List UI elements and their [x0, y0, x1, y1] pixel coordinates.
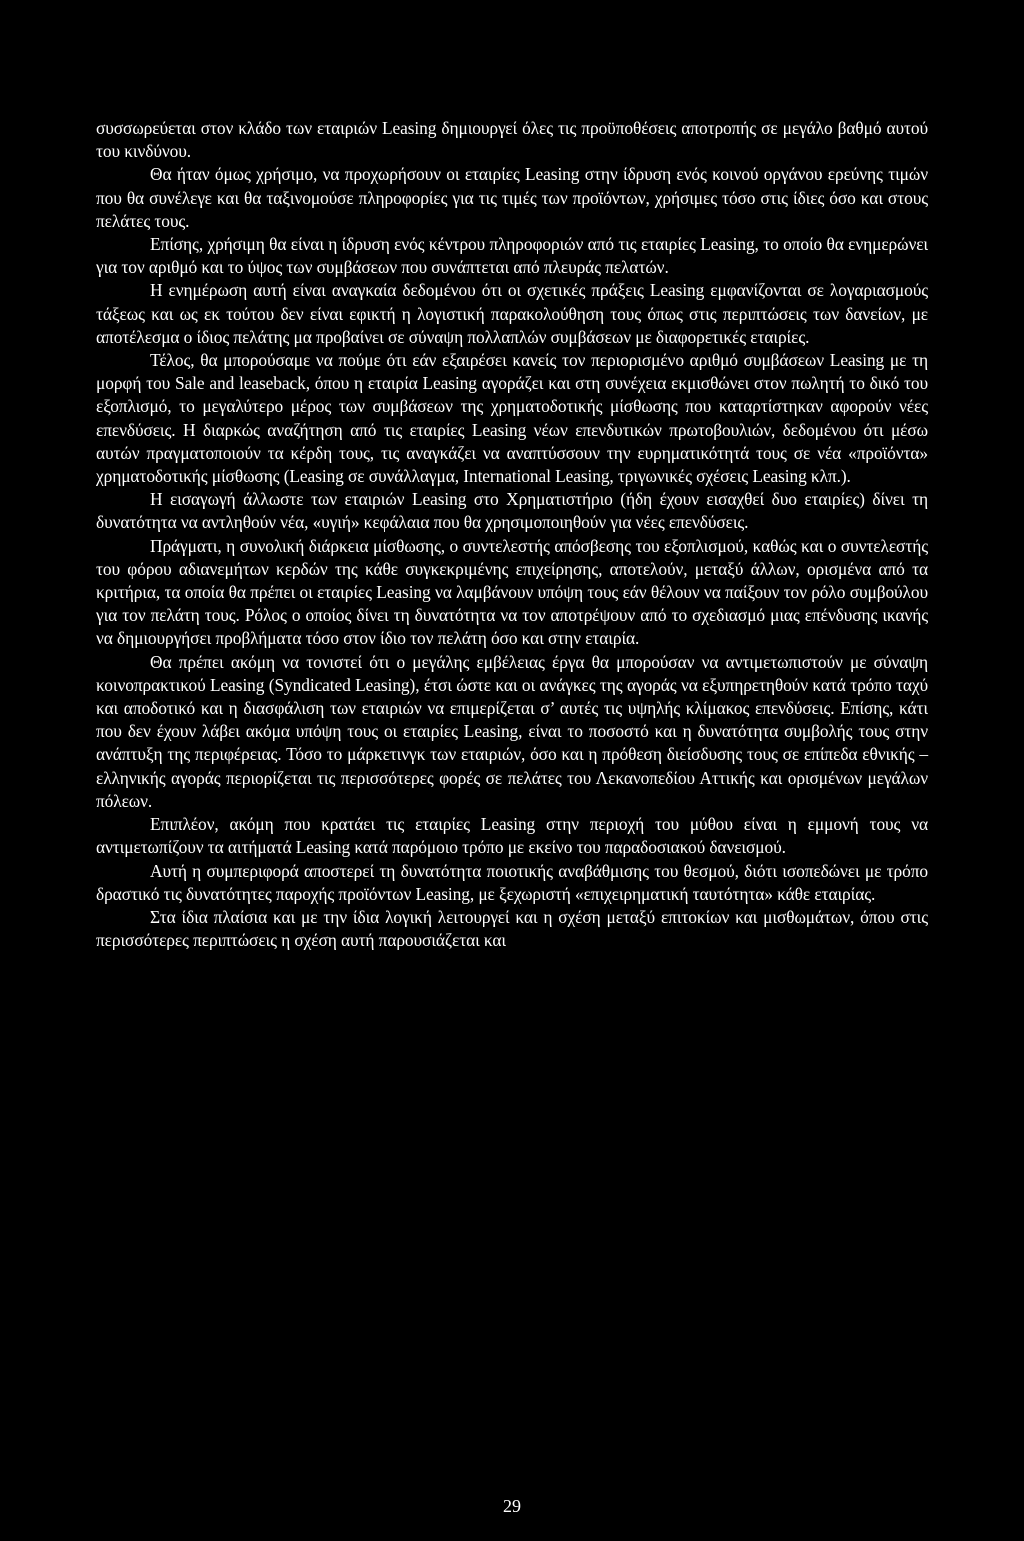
paragraph-10: Αυτή η συμπεριφορά αποστερεί τη δυνατότητα ποιοτικής αναβάθμισης του θεσμού, διότι ισοπεδώνει με τρόπο δραστικό τις δυνατότητες παροχής προϊόντων Leasing, με ξεχωριστή «επιχειρηματική ταυτότητα» κάθε εταιρίας. — [96, 860, 928, 904]
paragraph-8: Θα πρέπει ακόμη να τονιστεί ότι ο μεγάλης εμβέλειας έργα θα μπορούσαν να αντιμετωπιστούν με σύναψη κοινοπρακτικού Leasing (Syndicated Leasing), έτσι ώστε και οι ανάγκες της αγοράς να εξυπηρετηθούν κατά τρόπο ταχύ και αποδοτικό και η διασφάλιση των εταιριών να επιμερίζεται σ’ αυτές τις υψηλής κλίμακος επενδύσεις. Επίσης, κάτι που δεν έχουν λάβει ακόμα υπόψη τους οι εταιρίες Leasing, είναι το ποσοστό και η δυνατότητα συμβολής τους στην ανάπτυξη της περιφέρειας. Τόσο το μάρκετινγκ των εταιριών, όσο και η πρόθεση διείσδυσης τους σε επίπεδα εθνικής – ελληνικής αγοράς περιορίζεται τις περισσότερες φορές σε πελάτες του Λεκανοπεδίου Αττικής και ορισμένων μεγάλων πόλεων. — [96, 651, 928, 811]
paragraph-11: Στα ίδια πλαίσια και με την ίδια λογική λειτουργεί και η σχέση μεταξύ επιτοκίων και μισθωμάτων, όπου στις περισσότερες περιπτώσεις η σχέση αυτή παρουσιάζεται και — [96, 906, 928, 951]
paragraph-6: Η εισαγωγή άλλωστε των εταιριών Leasing στο Χρηματιστήριο (ήδη έχουν εισαχθεί δυο εταιρίες) δίνει τη δυνατότητα να αντληθούν νέα, «υγιή» κεφάλαια που θα χρησιμοποιηθούν για νέες επενδύσεις. — [96, 489, 928, 533]
paragraph-3: Επίσης, χρήσιμη θα είναι η ίδρυση ενός κέντρου πληροφοριών από τις εταιρίες Leasing, το οποίο θα ενημερώνει για τον αριθμό και το ύψος των συμβάσεων που συνάπτεται από πλευράς πελατών. — [96, 234, 928, 278]
paragraph-7: Πράγματι, η συνολική διάρκεια μίσθωσης, ο συντελεστής απόσβεσης του εξοπλισμού, καθώς και ο συντελεστής του φόρου αδιανεμήτων κερδών της κάθε συγκεκριμένης επιχείρησης, αποτελούν, μεταξύ άλλων, ορισμένα από τα κριτήρια, τα οποία θα πρέπει οι εταιρίες Leasing να λαμβάνουν υπόψη τους εάν θέλουν να παίξουν τον ρόλο συμβούλου για τον πελάτη τους. Ρόλος ο οποίος δίνει τη δυνατότητα να τον αποτρέψουν από το σχεδιασμό μιας επένδυσης ικανής να δημιουργήσει προβλήματα τόσο στον ίδιο τον πελάτη όσο και στην εταιρία. — [96, 535, 928, 649]
page-number: 29 — [503, 1496, 521, 1516]
paragraph-4: Η ενημέρωση αυτή είναι αναγκαία δεδομένου ότι οι σχετικές πράξεις Leasing εμφανίζονται σε λογαριασμούς τάξεως και ως εκ τούτου δεν είναι εφικτή η λογιστική παρακολούθηση τους όπως στις περιπτώσεις των δανείων, με αποτέλεσμα ο ίδιος πελάτης μα προβαίνει σε σύναψη πολλαπλών συμβάσεων με διαφορετικές εταιρίες. — [96, 280, 928, 347]
paragraph-1: συσσωρεύεται στον κλάδο των εταιριών Leasing δημιουργεί όλες τις προϋποθέσεις αποτροπής σε μεγάλο βαθμό αυτού του κινδύνου. — [96, 118, 928, 162]
paragraph-9: Επιπλέον, ακόμη που κρατάει τις εταιρίες Leasing στην περιοχή του μύθου είναι η εμμονή τους να αντιμετωπίζουν τα αιτήματά Leasing κατά παρόμοιο τρόπο με εκείνο του παραδοσιακού δανεισμού. — [96, 814, 928, 858]
paragraph-2: Θα ήταν όμως χρήσιμο, να προχωρήσουν οι εταιρίες Leasing στην ίδρυση ενός κοινού οργάνου ερεύνης τιμών που θα συνέλεγε και θα ταξινομούσε πληροφορίες για τις τιμές των προϊόντων, χρήσιμες τόσο στις ίδιες όσο και στους πελάτες τους. — [96, 164, 928, 231]
paragraph-5: Τέλος, θα μπορούσαμε να πούμε ότι εάν εξαιρέσει κανείς τον περιορισμένο αριθμό συμβάσεων Leasing με τη μορφή του Sale and leaseback, όπου η εταιρία Leasing αγοράζει και στη συνέχεια εκμισθώνει στον πωλητή το δικό του εξοπλισμό, το μεγαλύτερο μέρος των συμβάσεων της χρηματοδοτικής μίσθωσης που καταρτίστηκαν αφορούν νέες επενδύσεις. Η διαρκώς αναζήτηση από τις εταιρίες Leasing νέων επενδυτικών πρωτοβουλιών, δεδομένου ότι μέσω αυτών πραγματοποιούν τα κέρδη τους, τις αναγκάζει να αναπτύσσουν την ευρηματικότητά τους σε νέα «προϊόντα» χρηματοδοτικής μίσθωσης (Leasing σε συνάλλαγμα, International Leasing, τριγωνικές σχέσεις Leasing κλπ.). — [96, 350, 928, 487]
body-text — [96, 117, 928, 952]
